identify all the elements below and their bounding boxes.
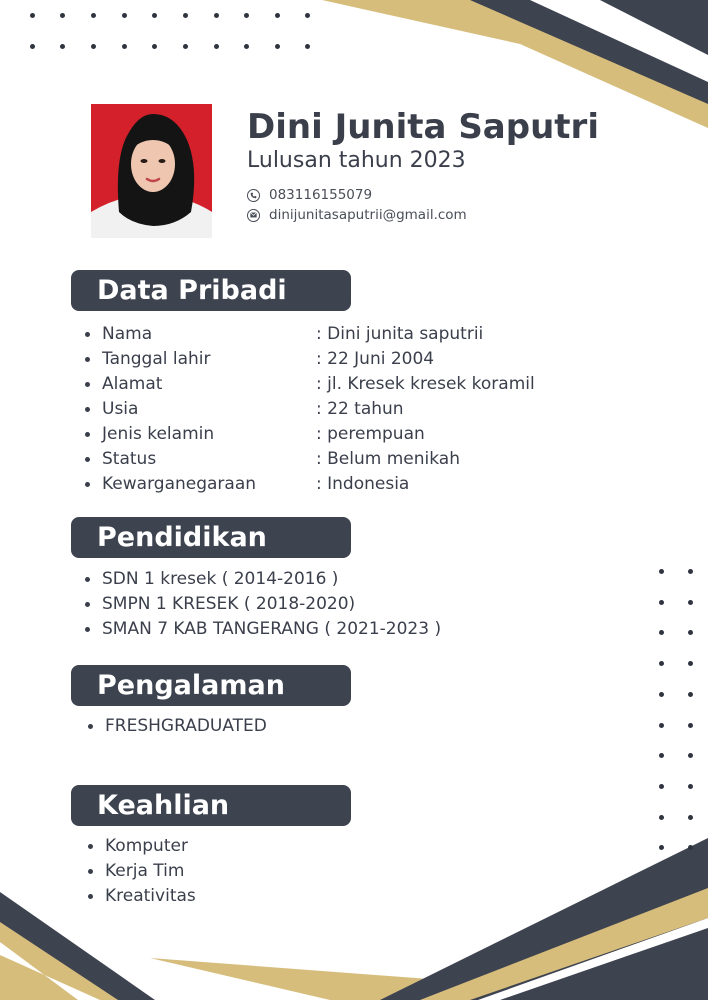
personal-data-list — [85, 322, 535, 497]
profile-photo — [91, 104, 212, 238]
full-name: Dini Junita Saputri — [247, 107, 599, 147]
experience-list — [88, 714, 267, 739]
section-header-skills: Keahlian — [71, 785, 351, 826]
list-item: Kerja Tim — [88, 859, 196, 884]
list-item: Jenis kelamin : perempuan — [85, 422, 535, 447]
list-item: Alamat : jl. Kresek kresek koramil — [85, 372, 535, 397]
phone-icon — [247, 189, 260, 202]
section-header-personal: Data Pribadi — [71, 270, 351, 311]
section-header-education: Pendidikan — [71, 517, 351, 558]
skills-list — [88, 834, 196, 909]
email-contact — [247, 207, 467, 223]
list-item: Nama : Dini junita saputrii — [85, 322, 535, 347]
list-item: Usia : 22 tahun — [85, 397, 535, 422]
list-item: SDN 1 kresek ( 2014-2016 ) — [85, 567, 441, 592]
email-address: dinijunitasaputrii@gmail.com — [269, 207, 467, 223]
section-header-experience: Pengalaman — [71, 665, 351, 706]
list-item: Status : Belum menikah — [85, 447, 535, 472]
email-icon — [247, 209, 260, 222]
list-item: Komputer — [88, 834, 196, 859]
graduation-subtitle: Lulusan tahun 2023 — [247, 148, 466, 173]
person-portrait-icon — [91, 104, 212, 238]
list-item: SMPN 1 KRESEK ( 2018-2020) — [85, 592, 441, 617]
education-list — [85, 567, 441, 642]
list-item: FRESHGRADUATED — [88, 714, 267, 739]
list-item: Kreativitas — [88, 884, 196, 909]
phone-contact — [247, 187, 372, 203]
list-item: Kewarganegaraan : Indonesia — [85, 472, 535, 497]
list-item: Tanggal lahir : 22 Juni 2004 — [85, 347, 535, 372]
list-item: SMAN 7 KAB TANGERANG ( 2021-2023 ) — [85, 617, 441, 642]
phone-number: 083116155079 — [269, 187, 373, 203]
